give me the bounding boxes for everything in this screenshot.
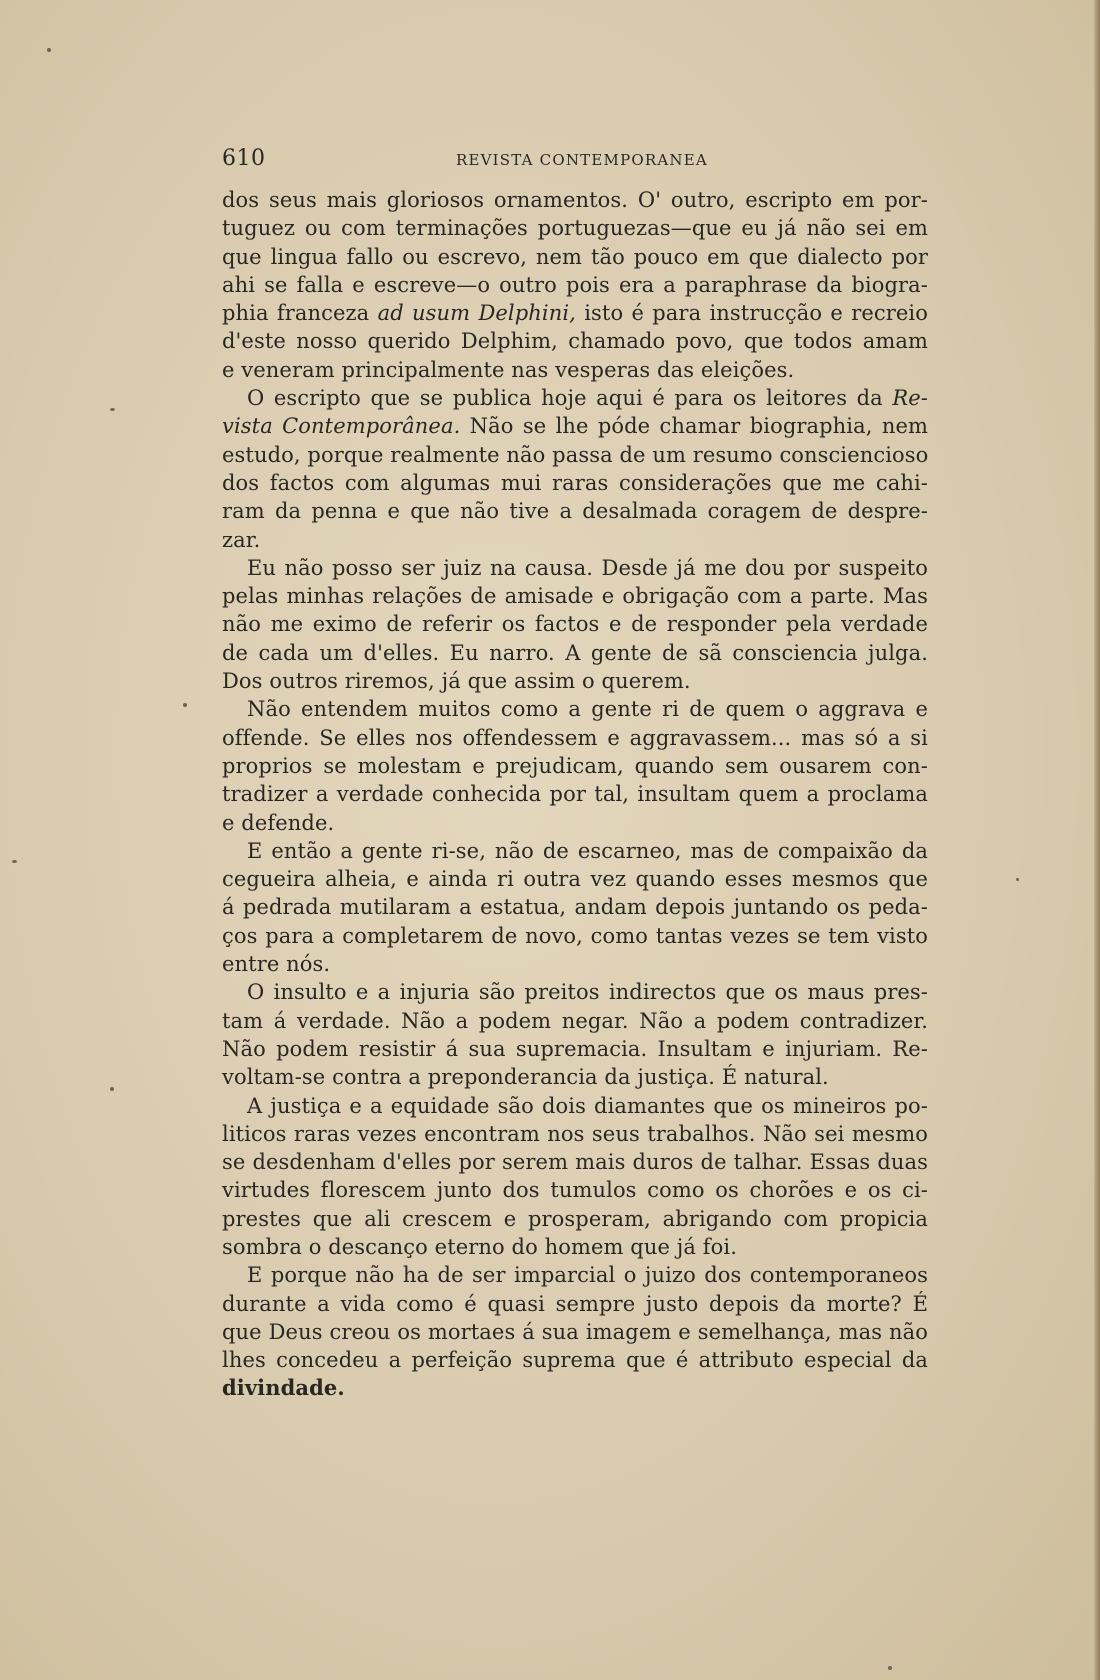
text-line: E então a gente ri-se, não de escarneo, mas de compaixão da xyxy=(247,838,928,863)
running-head: REVISTA CONTEMPORANEA xyxy=(456,151,708,169)
text-line: que lingua fallo ou escrevo, nem tão pouco em que dialecto por xyxy=(222,244,928,269)
text-line: ços para a completarem de novo, como tantas vezes se tem visto xyxy=(222,923,928,948)
text-line: pelas minhas relações de amisade e obrigação com a parte. Mas xyxy=(222,584,928,609)
text-line: dos factos com algumas mui raras considerações que me cahi- xyxy=(222,470,928,495)
text-line: ahi se falla e escreve—o outro pois era a paraphrase da biogra- xyxy=(222,272,928,297)
paper-speck xyxy=(888,1666,892,1670)
text-line: tuguez ou com terminações portuguezas—que eu já não sei em xyxy=(222,216,928,241)
paper-speck xyxy=(110,1087,114,1091)
text-line: zar. xyxy=(222,527,261,552)
text-line: durante a vida como é quasi sempre justo depois da morte? É xyxy=(222,1291,928,1316)
text-line xyxy=(222,384,928,412)
text-line: e defende. xyxy=(222,810,335,835)
text-line: não me eximo de referir os factos e de responder pela verdade xyxy=(222,612,928,637)
text-line: liticos raras vezes encontram nos seus trabalhos. Não sei mesmo xyxy=(222,1121,928,1146)
page-number: 610 xyxy=(222,146,266,171)
text-run: isto é para instrucção e recreio xyxy=(575,301,928,326)
paper-speck xyxy=(183,703,187,707)
text-line: O insulto e a injuria são preitos indirectos que os maus pres- xyxy=(247,980,928,1005)
paper-speck xyxy=(110,408,115,411)
text-line: entre nós. xyxy=(222,952,331,977)
text-line: E porque não ha de ser imparcial o juizo dos contemporaneos xyxy=(247,1263,928,1288)
italic-run: ad usum Delphini, xyxy=(377,301,576,326)
text-line: d'este nosso querido Delphim, chamado povo, que todos amam xyxy=(222,329,928,354)
text-line: tradizer a verdade conhecida por tal, insultam quem a proclama xyxy=(222,782,928,807)
text-line: A justiça e a equidade são dois diamantes que os mineiros po- xyxy=(247,1093,928,1118)
text-line: estudo, porque realmente não passa de um resumo consciencioso xyxy=(222,442,929,467)
italic-run: vista Contemporânea. xyxy=(222,414,461,439)
paper-speck xyxy=(12,860,17,863)
text-line xyxy=(222,412,928,440)
text-line: á pedrada mutilaram a estatua, andam depois juntando os peda- xyxy=(222,895,928,920)
text-line: cegueira alheia, e ainda ri outra vez quando esses mesmos que xyxy=(222,867,928,892)
text-run: O escripto que se publica hoje aqui é para os leitores da xyxy=(247,386,893,411)
text-line: sombra o descanço eterno do homem que já foi. xyxy=(222,1234,737,1259)
text-line: voltam-se contra a preponderancia da justiça. É natural. xyxy=(222,1065,829,1090)
text-run: phia franceza xyxy=(222,301,378,326)
text-run: Não se lhe póde chamar biographia, nem xyxy=(460,414,928,439)
text-line: tam á verdade. Não a podem negar. Não a podem contradizer. xyxy=(222,1008,928,1033)
text-line: lhes concedeu a perfeição suprema que é attributo especial da xyxy=(222,1348,928,1373)
text-line: se desdenham d'elles por serem mais duros de talhar. Essas duas xyxy=(222,1150,928,1175)
text-line: divindade. xyxy=(222,1375,345,1401)
text-line: prestes que ali crescem e prosperam, abrigando com propicia xyxy=(222,1206,928,1231)
text-line: ram da penna e que não tive a desalmada coragem de despre- xyxy=(222,499,928,524)
text-line: de cada um d'elles. Eu narro. A gente de sã consciencia julga. xyxy=(222,640,928,665)
text-line: Eu não posso ser juiz na causa. Desde já me dou por suspeito xyxy=(247,555,928,580)
body-text xyxy=(222,186,928,1403)
text-line: Não entendem muitos como a gente ri de quem o aggrava e xyxy=(247,697,928,722)
page-edge xyxy=(1094,0,1100,1680)
text-line: Não podem resistir á sua supremacia. Insultam e injuriam. Re- xyxy=(222,1036,928,1061)
text-line: virtudes florescem junto dos tumulos como os chorões e os ci- xyxy=(222,1178,928,1203)
text-line: Dos outros riremos, já que assim o querem. xyxy=(222,669,691,694)
paper-speck xyxy=(1016,878,1019,881)
text-line: dos seus mais gloriosos ornamentos. O' outro, escripto em por- xyxy=(222,188,928,212)
paper-speck xyxy=(47,48,51,52)
text-line: que Deus creou os mortaes á sua imagem e semelhança, mas não xyxy=(222,1319,928,1344)
text-line: proprios se molestam e prejudicam, quando sem ousarem con- xyxy=(222,753,928,778)
page-header xyxy=(222,146,922,176)
text-line xyxy=(222,299,928,327)
text-line: offende. Se elles nos offendessem e aggravassem... mas só a si xyxy=(222,725,928,750)
italic-run: Re- xyxy=(892,386,928,411)
text-line: e veneram principalmente nas vesperas das eleições. xyxy=(222,357,795,382)
